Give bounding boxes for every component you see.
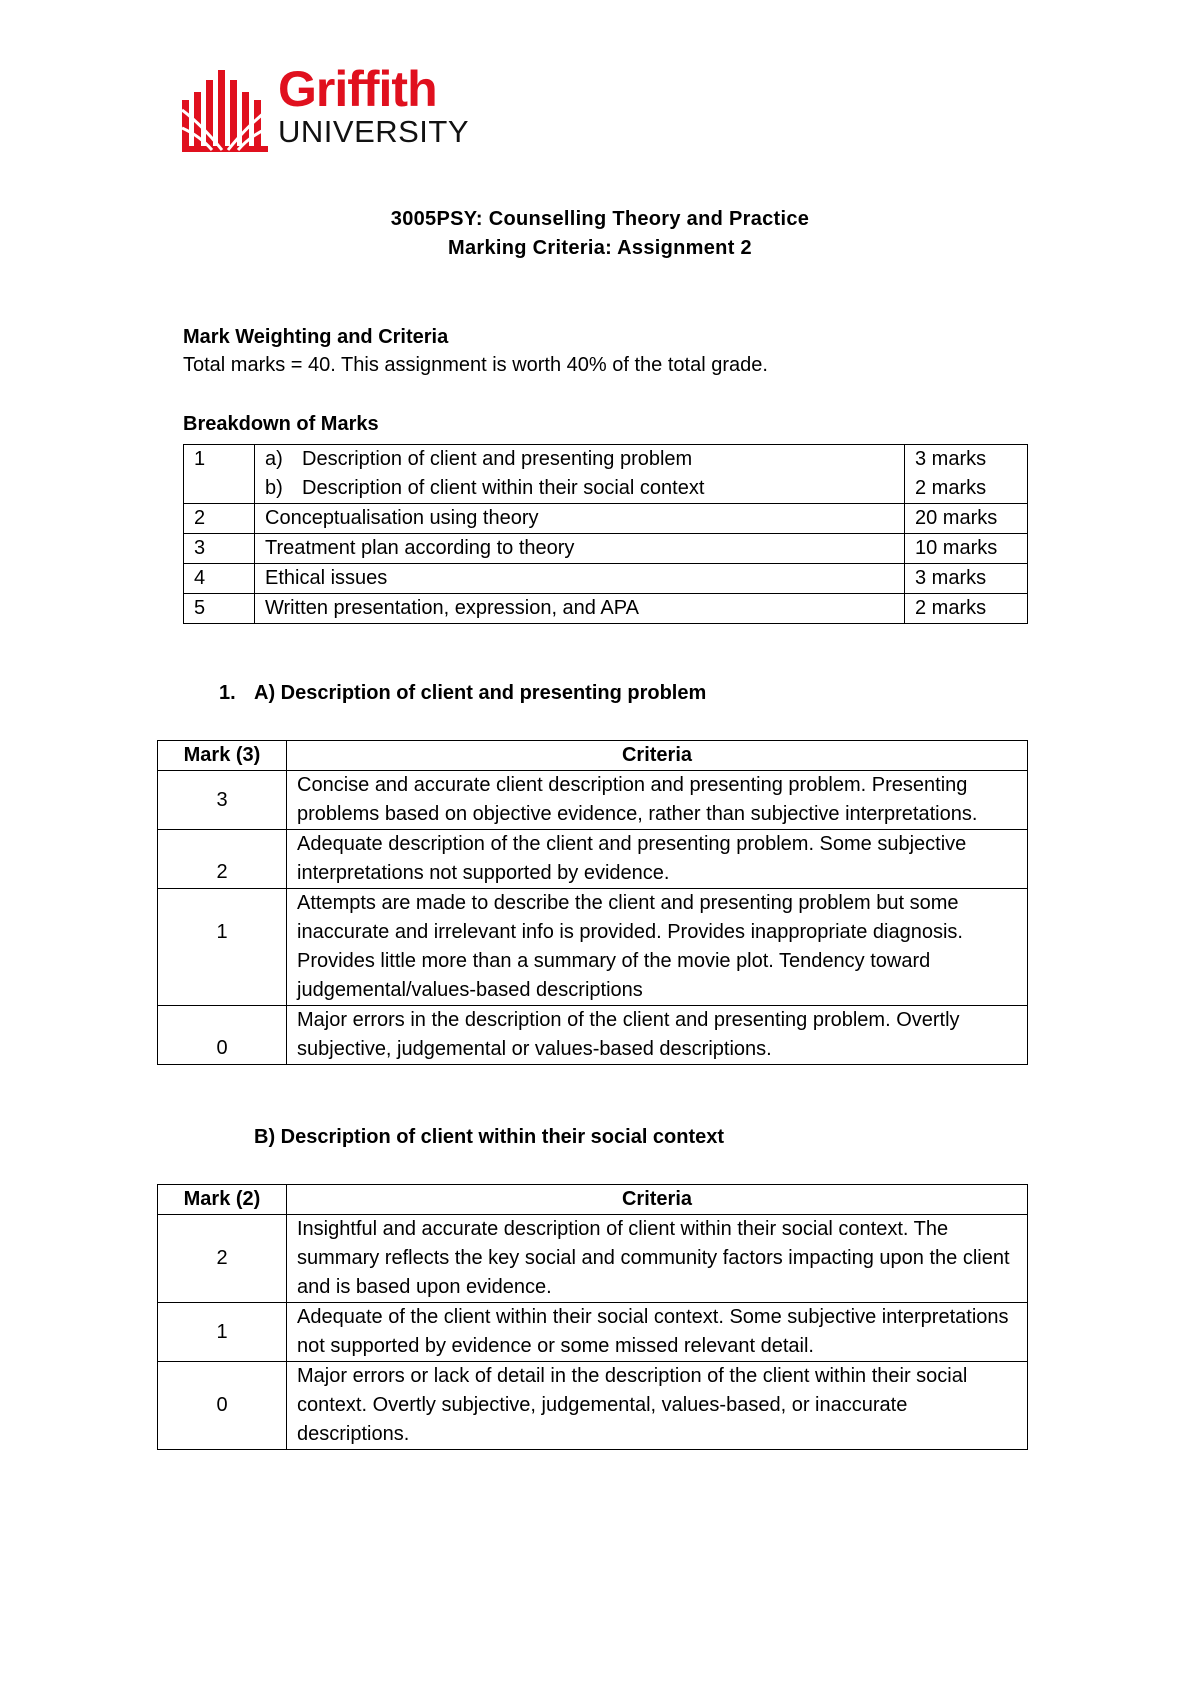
- column-header-criteria: Criteria: [287, 741, 1028, 771]
- column-header-mark: Mark (3): [158, 741, 287, 771]
- table-row: [184, 594, 1028, 624]
- mark-value: 0: [158, 1006, 287, 1065]
- row-item: [255, 445, 905, 504]
- mark-value: 1: [158, 889, 287, 1006]
- criteria-text: Major errors in the description of the client and presenting problem. Overtly subjective, judgemental or values-based descriptions.: [287, 1006, 1028, 1065]
- row-item: Conceptualisation using theory: [255, 504, 905, 534]
- table-row: [158, 1215, 1028, 1303]
- criteria-text: Concise and accurate client description and presenting problem. Presenting problems based on objective evidence, rather than subjective interpretations.: [287, 771, 1028, 830]
- weighting-heading: Mark Weighting and Criteria: [183, 326, 449, 348]
- section-1a-number: 1.: [219, 682, 236, 704]
- mark-value: 2: [158, 1215, 287, 1303]
- table-header-row: [158, 1185, 1028, 1215]
- row-number: 3: [184, 534, 255, 564]
- row-item: Written presentation, expression, and APA: [255, 594, 905, 624]
- column-header-mark: Mark (2): [158, 1185, 287, 1215]
- table-row: [158, 1303, 1028, 1362]
- table-header-row: [158, 741, 1028, 771]
- griffith-emblem-icon: [182, 70, 274, 152]
- document-subtitle: Marking Criteria: Assignment 2: [448, 237, 752, 259]
- row-marks: [905, 445, 1028, 504]
- university-logo: [182, 61, 482, 152]
- table-row: [184, 534, 1028, 564]
- sub-item: Description of client and presenting problem: [302, 448, 693, 470]
- rubric-table-1a: [157, 740, 1028, 1065]
- mark-value: 1: [158, 1303, 287, 1362]
- column-header-criteria: Criteria: [287, 1185, 1028, 1215]
- table-row: [184, 504, 1028, 534]
- row-number: 1: [184, 445, 255, 504]
- row-marks: 10 marks: [905, 534, 1028, 564]
- table-row: [158, 1362, 1028, 1450]
- breakdown-table: [183, 444, 1028, 624]
- table-row: [158, 771, 1028, 830]
- row-item: Ethical issues: [255, 564, 905, 594]
- row-item: Treatment plan according to theory: [255, 534, 905, 564]
- sub-marks: 3 marks: [915, 448, 987, 470]
- table-row: [158, 889, 1028, 1006]
- course-title: 3005PSY: Counselling Theory and Practice: [390, 208, 810, 230]
- row-marks: 20 marks: [905, 504, 1028, 534]
- sub-label: a): [265, 448, 283, 470]
- sub-label: b): [265, 477, 283, 499]
- criteria-text: Insightful and accurate description of client within their social context. The summary reflects the key social and community factors impacting upon the client and is based upon evidence.: [287, 1215, 1028, 1303]
- sub-item: Description of client within their social context: [302, 477, 705, 499]
- criteria-text: Major errors or lack of detail in the description of the client within their social context. Overtly subjective, judgemental, values-based, or inaccurate descriptions.: [287, 1362, 1028, 1450]
- logo-subtitle: UNIVERSITY: [278, 114, 470, 149]
- mark-value: 0: [158, 1362, 287, 1450]
- table-row: [184, 564, 1028, 594]
- row-number: 5: [184, 594, 255, 624]
- criteria-text: Adequate of the client within their social context. Some subjective interpretations not supported by evidence or some missed relevant detail.: [287, 1303, 1028, 1362]
- rubric-table-1b: [157, 1184, 1028, 1450]
- table-row: [184, 445, 1028, 504]
- criteria-text: Attempts are made to describe the client and presenting problem but some inaccurate and irrelevant info is provided. Provides inappropriate diagnosis. Provides little more than a summary of the movie plot. Tendency toward judgemental/values-based descriptions: [287, 889, 1028, 1006]
- table-row: [158, 830, 1028, 889]
- row-marks: 2 marks: [905, 594, 1028, 624]
- table-row: [158, 1006, 1028, 1065]
- row-marks: 3 marks: [905, 564, 1028, 594]
- mark-value: 3: [158, 771, 287, 830]
- logo-wordmark: Griffith: [278, 61, 437, 117]
- section-1b-heading: B) Description of client within their social context: [254, 1126, 725, 1148]
- weighting-text: Total marks = 40. This assignment is worth 40% of the total grade.: [183, 354, 768, 376]
- criteria-text: Adequate description of the client and presenting problem. Some subjective interpretations not supported by evidence.: [287, 830, 1028, 889]
- row-number: 2: [184, 504, 255, 534]
- row-number: 4: [184, 564, 255, 594]
- sub-marks: 2 marks: [915, 477, 987, 499]
- mark-value: 2: [158, 830, 287, 889]
- breakdown-heading: Breakdown of Marks: [183, 413, 379, 435]
- section-1a-heading: A) Description of client and presenting problem: [254, 682, 707, 704]
